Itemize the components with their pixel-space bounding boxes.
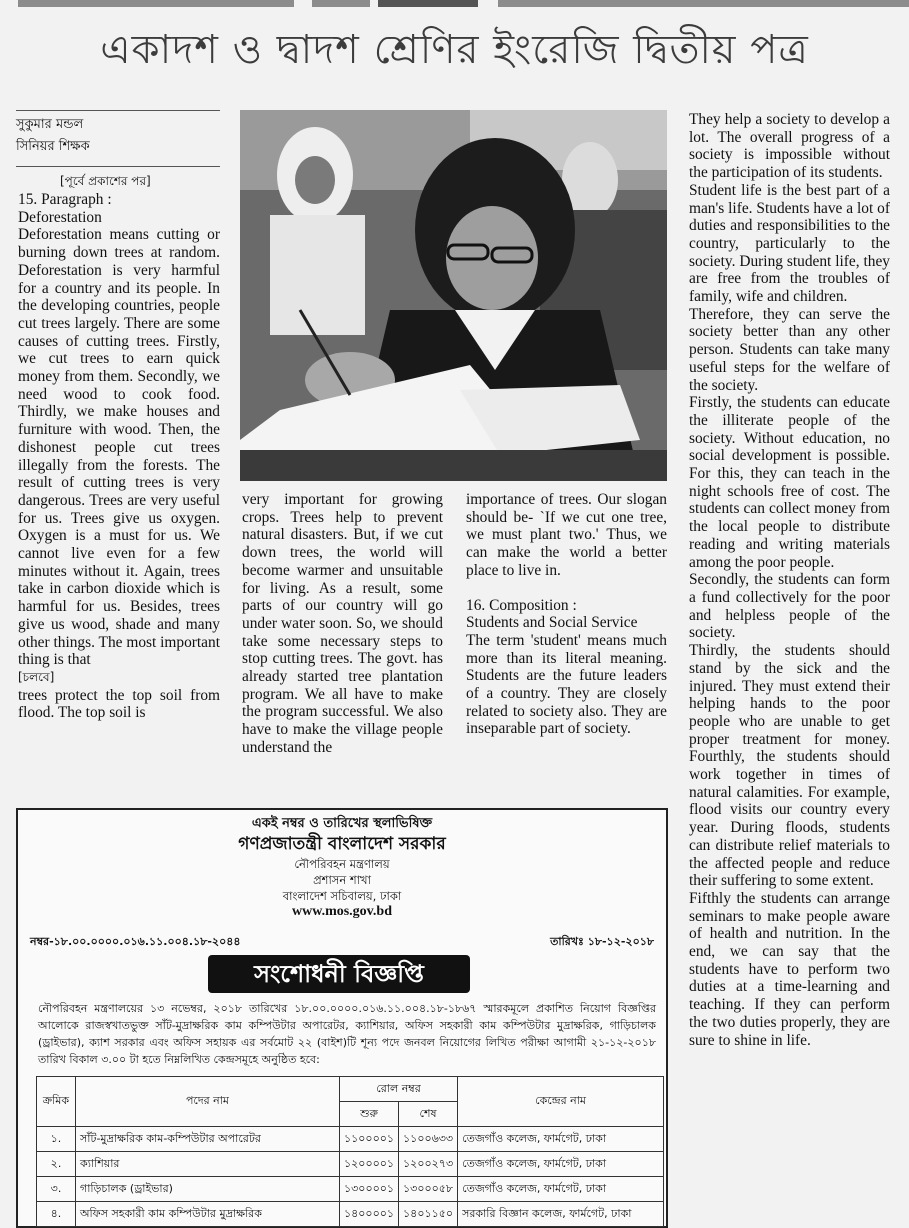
header-center: কেন্দ্রের নাম <box>458 1077 664 1127</box>
row-serial: ৪. <box>37 1202 76 1227</box>
table-row <box>37 1202 664 1227</box>
classroom-photo-graphic <box>240 110 667 481</box>
row-to: ১২০০২৭৩ <box>399 1152 458 1177</box>
correction-banner: সংশোধনী বিজ্ঞপ্তি <box>208 955 470 993</box>
col4-para: Thirdly, the students should stand by the sick and the injured. They must extend their helping hands to the poor people who are unable to get proper treatment for money. Fourthly, the students should work together in times of natural calamities. For example, flood visits our country every year. During floods, students can distribute relief materials to the affected people and reduce their suffering to some extent. <box>689 642 890 890</box>
col3-body: importance of trees. Our slogan should be- `If we cut one tree, we must plant two.' Thus, we can make the world a better place to live in. <box>466 491 667 579</box>
col4-para: They help a society to develop a lot. The overall progress of a society is impossible without the participation of its students. <box>689 111 890 182</box>
column-2 <box>242 491 443 757</box>
byline-rule-bottom <box>16 166 220 167</box>
col3-heading1: 16. Composition : <box>466 596 577 614</box>
memo-number: নম্বর-১৮.০০.০০০০.০১৬.১১.০০৪.১৮-২০৪৪ <box>30 935 241 948</box>
header-from: শুরু <box>340 1102 399 1127</box>
row-from: ১৪০০০০১ <box>340 1202 399 1227</box>
notice-line2: গণপ্রজাতন্ত্রী বাংলাদেশ সরকার <box>238 834 446 854</box>
author-role: সিনিয়র শিক্ষক <box>16 139 90 154</box>
row-from: ১২০০০০১ <box>340 1152 399 1177</box>
header-to: শেষ <box>399 1102 458 1127</box>
row-center: তেজগাঁও কলেজ, ফার্মগেট, ঢাকা <box>458 1177 664 1202</box>
government-notice <box>16 808 668 1228</box>
col4-para: Therefore, they can serve the society better than any other person. Students can take many useful steps for the welfare of the society. <box>689 305 890 394</box>
page-title: একাদশ ও দ্বাদশ শ্রেণির ইংরেজি দ্বিতীয় পত্র <box>100 27 809 73</box>
column-4 <box>689 111 890 1049</box>
byline-rule-top <box>16 110 220 111</box>
top-bar-right <box>498 0 909 7</box>
col3-heading2: Students and Social Service <box>466 614 638 632</box>
row-center: সরকারি বিজ্ঞান কলেজ, ফার্মগেট, ঢাকা <box>458 1202 664 1227</box>
row-to: ১১০০৬৩৩ <box>399 1127 458 1152</box>
notice-line4: প্রশাসন শাখা <box>313 873 371 887</box>
notice-line1: একই নম্বর ও তারিখের স্থলাভিষিক্ত <box>251 816 433 831</box>
col4-para: Firstly, the students can educate the illiterate people of the society. Without education, no social development is possible. For this, they can teach in the night schools free of cost. The students can collect money from the local people to distribute reading and writing materials among the poor people. <box>689 394 890 571</box>
col1-heading1: 15. Paragraph : <box>18 191 112 208</box>
exam-table <box>36 1076 664 1227</box>
top-bar-mid <box>312 0 370 7</box>
notice-body: নৌপরিবহন মন্ত্রণালয়ের ১৩ নভেম্বর, ২০১৮ তারিখের ১৮.০০.০০০০.০১৬.১১.০০৪.১৮-১৮৬৭ স্মারকমূলে প্রকাশিত নিয়োগ বিজ্ঞপ্তির আলোকে রাজস্বখাতভুক্ত সাঁট-মুদ্রাক্ষরিক কাম কম্পিউটার অপারেটর, ক্যাশিয়ার, অফিস সহকারী কাম কম্পিউটার মুদ্রাক্ষরিক, গাড়িচালক (ড্রাইভার), ক্যাশ সরকার এবং অফিস সহায়ক এর সর্বমোট ২২ (বাইশ)টি শূন্য পদে জনবল নিয়োগের লিখিত পরীক্ষা আগামী ২১-১২-২০১৮ তারিখ বিকাল ৩.০০ টা হতে নিম্নলিখিত কেন্দ্রসমূহে অনুষ্ঠিত হবে: <box>38 1002 656 1066</box>
continued-note: [চলবে] <box>18 669 55 684</box>
table-row <box>37 1177 664 1202</box>
top-bar-left <box>18 0 294 7</box>
notice-line3: নৌপরিবহন মন্ত্রণালয় <box>294 857 390 871</box>
previous-note: [পূর্বে প্রকাশের পর] <box>60 174 151 188</box>
row-center: তেজগাঁও কলেজ, ফার্মগেট, ঢাকা <box>458 1127 664 1152</box>
notice-website: www.mos.gov.bd <box>292 904 392 919</box>
row-serial: ১. <box>37 1127 76 1152</box>
author-name: সুকুমার মন্ডল <box>16 117 84 132</box>
row-to: ১৪০১১৫০ <box>399 1202 458 1227</box>
col4-para: Fifthly the students can arrange seminars to make people aware of health and nutrition. In the end, we can say that the students have to perform two duties at a time-learning and teaching. If they can perform the two duties properly, they are sure to shine in life. <box>689 889 890 1049</box>
row-post: অফিস সহকারী কাম কম্পিউটার মুদ্রাক্ষরিক <box>76 1202 340 1227</box>
notice-line5: বাংলাদেশ সচিবালয়, ঢাকা <box>282 889 402 903</box>
col1-heading2: Deforestation <box>18 208 102 226</box>
byline <box>16 114 90 158</box>
top-bar-mid2 <box>378 0 478 7</box>
classroom-photo <box>240 110 667 481</box>
col4-para: Student life is the best part of a man's life. Students have a lot of duties and responsibilities to the country, particularly to the society. During student life, they are free from the troubles of family, wife and children. <box>689 181 890 306</box>
col2-body: very important for growing crops. Trees help to prevent natural disasters. But, if we cut down trees, the world will become warmer and unsuitable for living. As a result, some parts of our country will go under water soon. So, we should take some necessary steps to stop cutting trees. The govt. has already started tree plantation program. We all have to make the program successful. We also have to make the village people understand the <box>242 491 443 756</box>
table-row <box>37 1152 664 1177</box>
table-row <box>37 1127 664 1152</box>
notice-date: তারিখঃ ১৮-১২-২০১৮ <box>550 935 654 948</box>
row-post: ক্যাশিয়ার <box>76 1152 340 1177</box>
row-post: গাড়িচালক (ড্রাইভার) <box>76 1177 340 1202</box>
header-roll: রোল নম্বর <box>340 1077 458 1102</box>
column-3 <box>466 491 667 738</box>
row-center: তেজগাঁও কলেজ, ফার্মগেট, ঢাকা <box>458 1152 664 1177</box>
header-post: পদের নাম <box>76 1077 340 1127</box>
row-from: ১১০০০০১ <box>340 1127 399 1152</box>
row-post: সাঁট-মুদ্রাক্ষরিক কাম-কম্পিউটার অপারেটর <box>76 1127 340 1152</box>
col3-body2: The term 'student' means much more than its literal meaning. Students are the future leaders of a country. They are closely related to society also. They are inseparable part of society. <box>466 631 667 738</box>
col1-tail: trees protect the top soil from flood. The top soil is <box>18 686 220 722</box>
col1-body: Deforestation means cutting or burning down trees at random. Deforestation is very harmful for a country and its people. In the developing countries, people cut trees largely. There are some causes of cutting trees. Firstly, we cut trees to earn quick money from them. Secondly, we need wood to cook food. Thirdly, we make houses and furniture with wood. Then, the dishonest people cut trees illegally from the forests. The result of cutting trees is very dangerous. Trees are very useful for us. Trees give us oxygen. Oxygen is a must for us. We cannot live even for a few minutes without it. Again, trees take in carbon dioxide which is harmful for us. Besides, trees give us wood, shade and many other things. The most important thing is that <box>18 226 220 669</box>
row-to: ১৩০০০৫৮ <box>399 1177 458 1202</box>
row-serial: ২. <box>37 1152 76 1177</box>
row-from: ১৩০০০০১ <box>340 1177 399 1202</box>
col4-para: Secondly, the students can form a fund collectively for the poor and helpless people of the society. <box>689 571 890 642</box>
row-serial: ৩. <box>37 1177 76 1202</box>
header-serial: ক্রমিক <box>37 1077 76 1127</box>
column-1 <box>18 191 220 722</box>
